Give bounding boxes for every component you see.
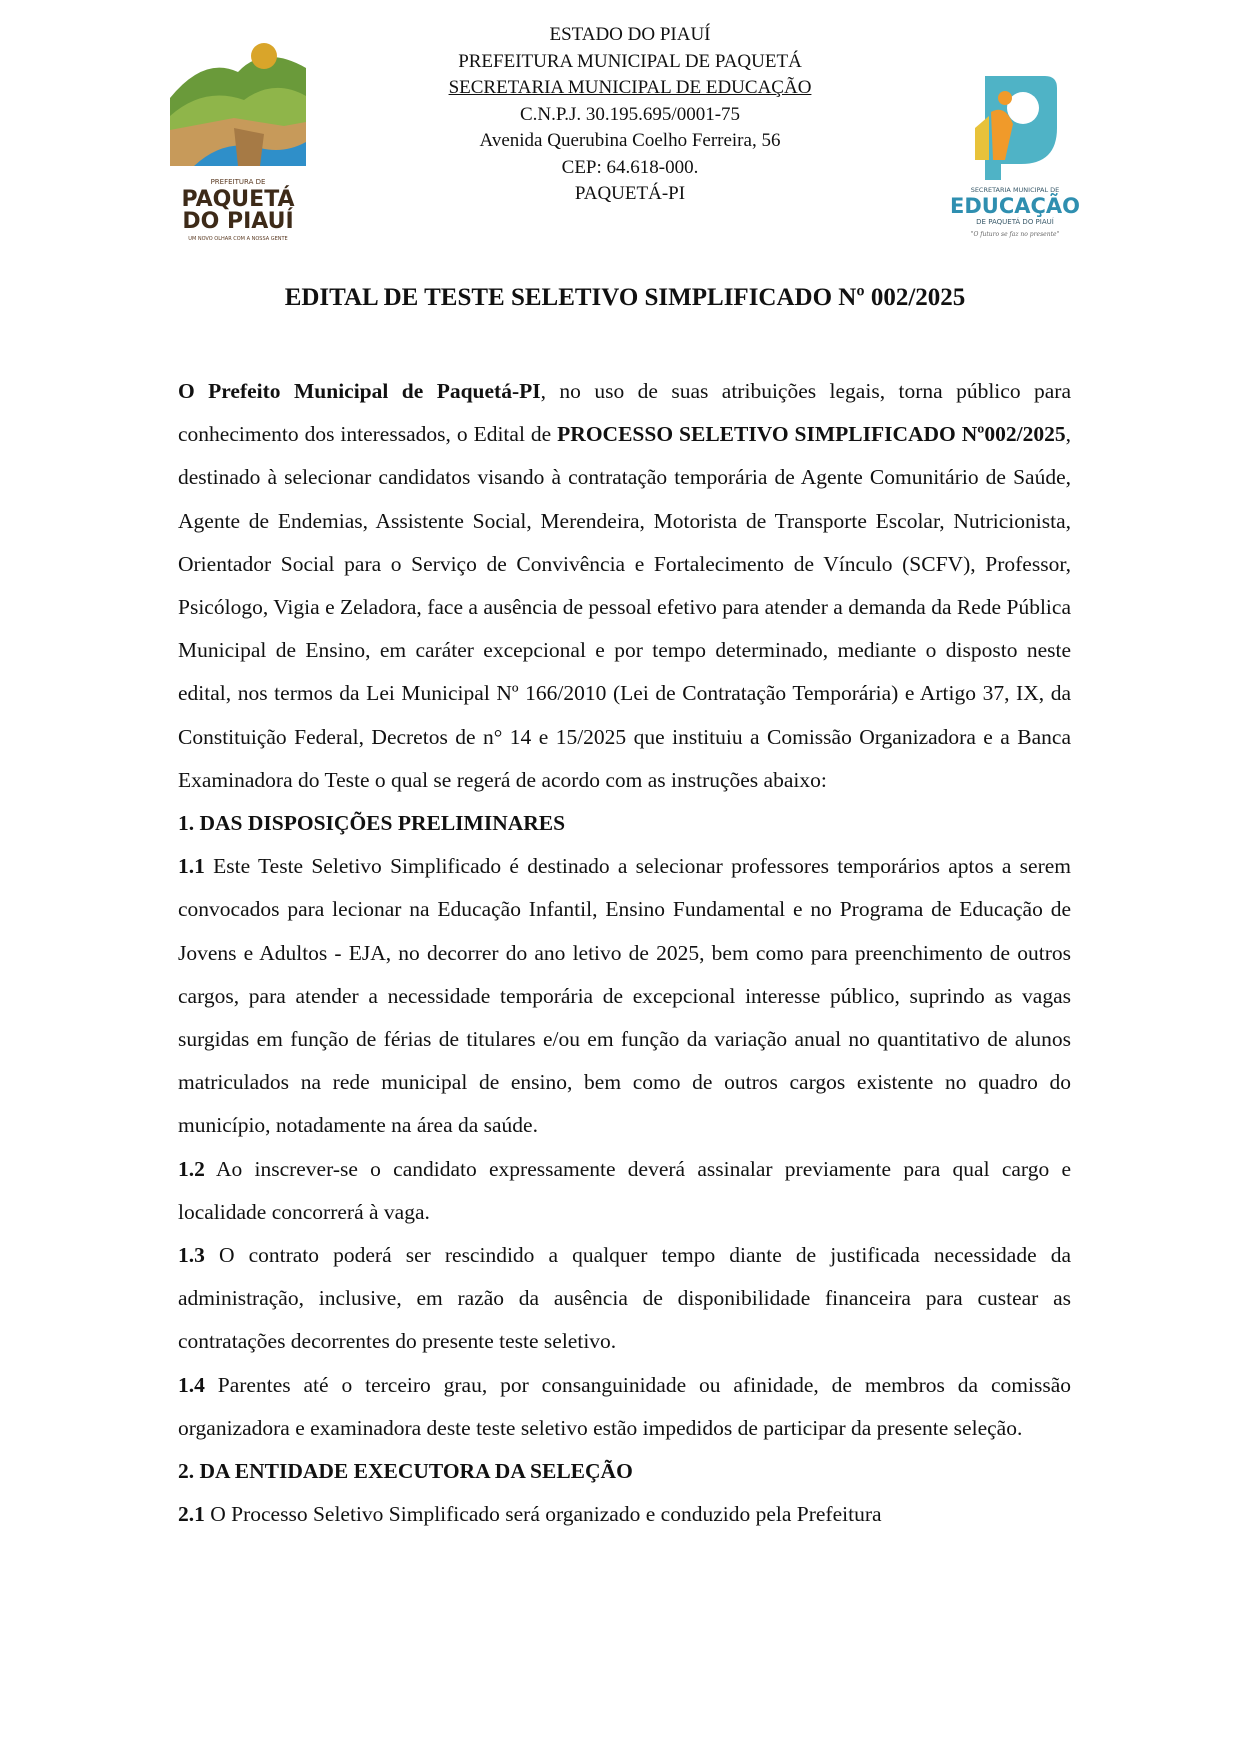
header-secretaria: SECRETARIA MUNICIPAL DE EDUCAÇÃO [448,77,812,98]
item-1-4 [178,1364,1071,1450]
paqueta-logo [164,38,312,248]
edu-top-text: SECRETARIA MUNICIPAL DE [970,186,1060,194]
intro-paragraph [178,370,1071,802]
header-city: PAQUETÁ-PI [574,183,686,204]
logo-line2: DO PIAUÍ [182,209,294,234]
item-number: 2.1 [178,1502,205,1527]
intro-bold-mid: PROCESSO SELETIVO SIMPLIFICADO Nº002/2025 [557,422,1066,447]
edu-main-text: EDUCAÇÃO [949,194,1081,218]
intro-lead: O Prefeito Municipal de Paquetá-PI [178,379,541,403]
item-text: Ao inscrever-se o candidato expressamente deverá assinalar previamente para qual cargo e localidade concorrerá à vaga. [178,1156,1071,1224]
item-text: O contrato poderá ser rescindido a qualquer tempo diante de justificada necessidade da administração, inclusive, em razão da ausência de disponibilidade financeira para custear as contratações decorrentes do presente teste seletivo. [178,1243,1071,1354]
logo-line1: PAQUETÁ [181,187,295,212]
item-text: O Processo Seletivo Simplificado será organizado e conduzido pela Prefeitura [204,1502,882,1527]
intro-text-2: , destinado à selecionar candidatos visando à contratação temporária de Agente Comunitário de Saúde, Agente de Endemias, Assistente Social, Merendeira, Motorista de Transporte Escolar, Nutricionista, Orientador Social para o Serviço de Convivência e Fortalecimento de Vínculo (SCFV), Professor, Psicólogo, Vigia e Zeladora, face a ausência de pessoal efetivo para atender a demanda da Rede Pública Municipal de Ensino, em caráter excepcional e por tempo determinado, mediante o disposto neste edital, nos termos da Lei Municipal Nº 166/2010 (Lei de Contratação Temporária) e Artigo 37, IX, da Constituição Federal, Decretos de n° 14 e 15/2025 que instituiu a Comissão Organizadora e a Banca Examinadora do Teste o qual se regerá de acordo com as instruções abaixo: [178,422,1071,792]
logo-small-text: PREFEITURA DE [210,178,266,186]
section-2-heading: 2. DA ENTIDADE EXECUTORA DA SELEÇÃO [178,1459,633,1484]
header-prefeitura: PREFEITURA MUNICIPAL DE PAQUETÁ [458,50,802,72]
item-text: Este Teste Seletivo Simplificado é destinado a selecionar professores temporários aptos a serem convocados para lecionar na Educação Infantil, Ensino Fundamental e no Programa de Educação de Jovens e Adultos - EJA, no decorrer do ano letivo de 2025, bem como para preenchimento de outros cargos, para atender a necessidade temporária de excepcional interesse público, suprindo as vagas surgidas em função de férias de titulares e/ou em função da variação anual no quantitativo de alunos matriculados na rede municipal de ensino, bem como de outros cargos existente no quadro do município, notadamente na área da saúde. [178,854,1071,1138]
intro-text-1: , no uso de suas atribuições legais, torna público para conhecimento dos interessados, o Edital de [178,379,1071,447]
document-body [178,370,1071,1536]
item-1-2 [178,1148,1071,1234]
edu-sub-text: DE PAQUETÁ DO PIAUÍ [976,218,1054,226]
header-cnpj: C.N.P.J. 30.195.695/0001-75 [519,103,741,125]
edu-slogan: "O futuro se faz no presente" [970,231,1060,238]
item-1-1 [178,845,1071,1147]
logo-tagline: UM NOVO OLHAR COM A NOSSA GENTE [188,236,288,242]
item-1-3 [178,1234,1071,1364]
item-number: 1.2 [178,1156,205,1181]
item-text: Parentes até o terceiro grau, por consanguinidade ou afinidade, de membros da comissão organizadora e examinadora deste teste seletivo estão impedidos de participar da presente seleção. [178,1372,1071,1440]
item-number: 1.4 [178,1372,205,1397]
document-title: EDITAL DE TESTE SELETIVO SIMPLIFICADO Nº 002/2025 [284,284,966,311]
header-address: Avenida Querubina Coelho Ferreira, 56 [479,130,781,151]
letterhead [380,22,880,208]
educacao-logo [945,68,1085,243]
item-number: 1.1 [178,854,205,879]
item-2-1 [178,1493,1071,1536]
section-1-heading: 1. DAS DISPOSIÇÕES PRELIMINARES [178,811,566,836]
item-number: 1.3 [178,1243,205,1268]
header-cep: CEP: 64.618-000. [561,156,699,178]
header-state: ESTADO DO PIAUÍ [549,24,711,45]
